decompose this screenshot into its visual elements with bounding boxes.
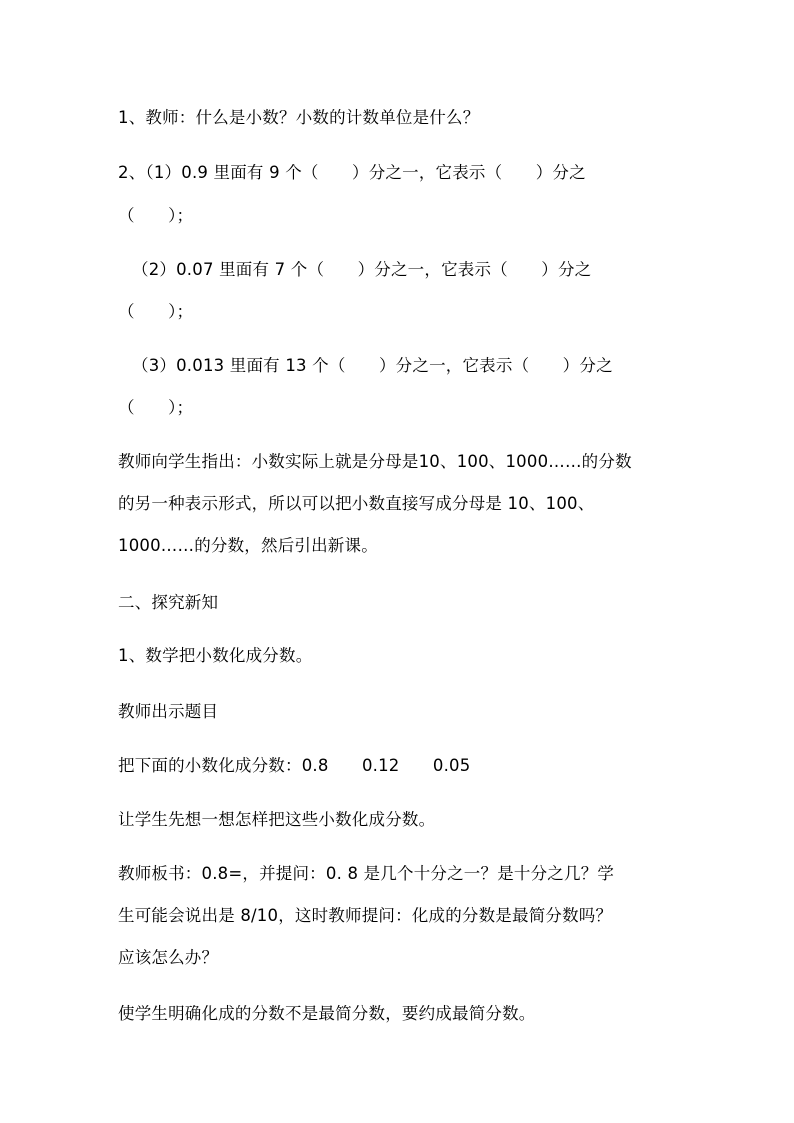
paragraph-teacher-note-2: 的另一种表示形式，所以可以把小数直接写成分母是 10、100、 [118, 494, 595, 513]
paragraph-question-2-3-cont: （ ）； [118, 398, 194, 417]
paragraph-step-1: 1、数学把小数化成分数。 [118, 646, 313, 665]
paragraph-board-1: 教师板书：0.8=，并提问：0. 8 是几个十分之一？是十分之几？学 [118, 864, 615, 883]
paragraph-question-2-2-cont: （ ）； [118, 302, 194, 321]
paragraph-board-2: 生可能会说出是 8/10，这时教师提问：化成的分数是最简分数吗？ [118, 906, 613, 925]
section-heading-explore: 二、探究新知 [118, 593, 219, 612]
paragraph-show-question: 教师出示题目 [118, 702, 219, 721]
paragraph-think: 让学生先想一想怎样把这些小数化成分数。 [118, 810, 436, 829]
paragraph-question-2-3: （3）0.013 里面有 13 个（ ）分之一，它表示（ ）分之 [132, 356, 613, 375]
paragraph-question-2-2: （2）0.07 里面有 7 个（ ）分之一，它表示（ ）分之 [132, 260, 592, 279]
paragraph-question-2-1-cont: （ ）； [118, 206, 194, 225]
paragraph-question-1: 1、教师：什么是小数？小数的计数单位是什么？ [118, 108, 480, 127]
paragraph-question-2-1: 2、（1）0.9 里面有 9 个（ ）分之一，它表示（ ）分之 [118, 163, 586, 182]
paragraph-conclusion: 使学生明确化成的分数不是最简分数，要约成最简分数。 [118, 1004, 536, 1023]
paragraph-board-3: 应该怎么办？ [118, 948, 219, 967]
paragraph-teacher-note-1: 教师向学生指出：小数实际上就是分母是10、100、1000……的分数 [118, 452, 632, 471]
paragraph-exercise: 把下面的小数化成分数：0.8 0.12 0.05 [118, 756, 471, 775]
paragraph-teacher-note-3: 1000……的分数，然后引出新课。 [118, 536, 378, 555]
